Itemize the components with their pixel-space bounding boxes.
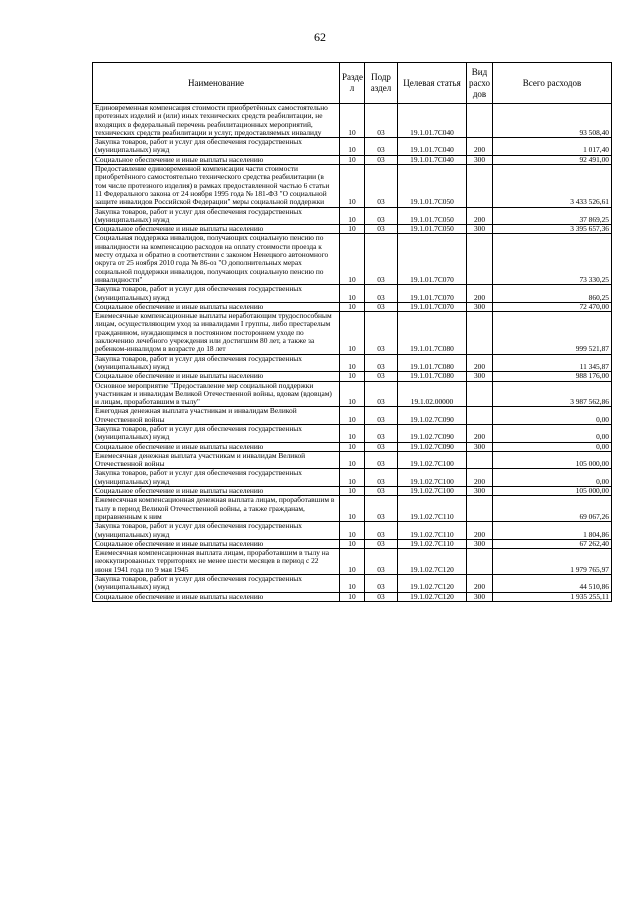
row-total-cell: 72 470,00 — [493, 302, 612, 311]
row-name-cell: Социальное обеспечение и иные выплаты населению — [93, 487, 340, 496]
row-subsection-cell: 03 — [365, 225, 398, 234]
row-total-cell: 1 804,86 — [493, 522, 612, 540]
row-subsection-cell: 03 — [365, 592, 398, 601]
row-subsection-cell: 03 — [365, 207, 398, 225]
row-target-cell: 19.1.02.7С090 — [398, 407, 467, 425]
row-kind-cell: 300 — [467, 539, 493, 548]
row-target-cell: 19.1.01.7С080 — [398, 312, 467, 354]
row-section-cell: 10 — [340, 372, 365, 381]
row-name-cell: Закупка товаров, работ и услуг для обеспечения государственных (муниципальных) нужд — [93, 285, 340, 303]
row-kind-cell — [467, 407, 493, 425]
row-section-cell: 10 — [340, 539, 365, 548]
table-row — [93, 424, 612, 442]
row-kind-cell: 200 — [467, 424, 493, 442]
row-section-cell: 10 — [340, 302, 365, 311]
row-target-cell: 19.1.02.7С110 — [398, 496, 467, 522]
table-row — [93, 469, 612, 487]
row-name-cell: Социальное обеспечение и иные выплаты населению — [93, 155, 340, 164]
table-row — [93, 234, 612, 285]
row-target-cell: 19.1.02.7С100 — [398, 451, 467, 469]
row-name-cell: Ежемесячная денежная выплата участникам и инвалидам Великой Отечественной войны — [93, 451, 340, 469]
row-kind-cell — [467, 165, 493, 207]
row-total-cell: 67 262,40 — [493, 539, 612, 548]
row-kind-cell: 200 — [467, 138, 493, 156]
row-subsection-cell: 03 — [365, 487, 398, 496]
row-name-cell: Социальное обеспечение и иные выплаты населению — [93, 225, 340, 234]
row-section-cell: 10 — [340, 354, 365, 372]
row-total-cell: 0,00 — [493, 407, 612, 425]
table-row — [93, 285, 612, 303]
row-target-cell: 19.1.02.7С110 — [398, 539, 467, 548]
row-section-cell: 10 — [340, 469, 365, 487]
row-total-cell: 988 176,00 — [493, 372, 612, 381]
row-name-cell: Социальное обеспечение и иные выплаты населению — [93, 302, 340, 311]
row-name-cell: Ежегодная денежная выплата участникам и инвалидам Великой Отечественной войны — [93, 407, 340, 425]
table-row — [93, 225, 612, 234]
row-total-cell: 44 510,86 — [493, 575, 612, 593]
row-total-cell: 92 491,00 — [493, 155, 612, 164]
row-total-cell: 3 987 562,86 — [493, 381, 612, 407]
row-section-cell: 10 — [340, 207, 365, 225]
row-kind-cell — [467, 451, 493, 469]
row-total-cell: 37 869,25 — [493, 207, 612, 225]
page-number: 62 — [314, 30, 326, 44]
row-name-cell: Закупка товаров, работ и услуг для обеспечения государственных (муниципальных) нужд — [93, 575, 340, 593]
row-total-cell: 105 000,00 — [493, 451, 612, 469]
row-kind-cell: 200 — [467, 469, 493, 487]
row-name-cell: Предоставление единовременной компенсации части стоимости приобретённого самостоятельно технического средства реабилитации (в том числе протезного изделия) в рамках предоставленной частью 6 статьи 11 Федерального закона от 24 ноября 1995 года № 181-ФЗ "О социальной защите инвалидов Российской Федерации" меры социальной поддержки — [93, 165, 340, 207]
row-total-cell: 0,00 — [493, 424, 612, 442]
row-section-cell: 10 — [340, 104, 365, 138]
row-name-cell: Социальное обеспечение и иные выплаты населению — [93, 372, 340, 381]
table-row — [93, 372, 612, 381]
table-row — [93, 496, 612, 522]
row-target-cell: 19.1.01.7С040 — [398, 155, 467, 164]
table-row — [93, 549, 612, 575]
row-subsection-cell: 03 — [365, 496, 398, 522]
column-header-section: Разде л — [340, 63, 365, 104]
row-total-cell: 0,00 — [493, 442, 612, 451]
row-target-cell: 19.1.02.7С120 — [398, 575, 467, 593]
row-target-cell: 19.1.01.7С040 — [398, 138, 467, 156]
row-target-cell: 19.1.02.7С090 — [398, 424, 467, 442]
table-row — [93, 442, 612, 451]
row-target-cell: 19.1.01.7С040 — [398, 104, 467, 138]
row-kind-cell — [467, 104, 493, 138]
row-name-cell: Основное мероприятие "Предоставление мер социальной поддержки участникам и инвалидам Великой Отечественной войны, вдовам (вдовцам) и лицам, проработавшим в тылу" — [93, 381, 340, 407]
row-kind-cell — [467, 312, 493, 354]
row-target-cell: 19.1.02.7С090 — [398, 442, 467, 451]
row-target-cell: 19.1.01.7С070 — [398, 302, 467, 311]
table-row — [93, 104, 612, 138]
row-total-cell: 1 935 255,11 — [493, 592, 612, 601]
table-row — [93, 312, 612, 354]
row-name-cell: Единовременная компенсация стоимости приобретённых самостоятельно протезных изделий и (или) иных технических средств реабилитации, не входящих в федеральный перечень реабилитационных мероприятий, технических средств реабилитации и услуг, предоставляемых инвалиду — [93, 104, 340, 138]
row-name-cell: Социальное обеспечение и иные выплаты населению — [93, 539, 340, 548]
row-kind-cell: 300 — [467, 487, 493, 496]
row-name-cell: Закупка товаров, работ и услуг для обеспечения государственных (муниципальных) нужд — [93, 207, 340, 225]
row-target-cell: 19.1.02.7С120 — [398, 592, 467, 601]
row-subsection-cell: 03 — [365, 575, 398, 593]
row-target-cell: 19.1.02.7С120 — [398, 549, 467, 575]
row-total-cell: 3 433 526,61 — [493, 165, 612, 207]
row-section-cell: 10 — [340, 138, 365, 156]
row-total-cell: 0,00 — [493, 469, 612, 487]
table-row — [93, 302, 612, 311]
row-name-cell: Социальная поддержка инвалидов, получающих социальную пенсию по инвалидности на компенсацию расходов на оплату стоимости проезда к месту отдыха и обратно в соответствии с законом Ненецкого автономного округа от 25 ноября 2010 года № 86-оз "О дополнительных мерах социальной поддержки инвалидов, получающих социальную пенсию по инвалидности" — [93, 234, 340, 285]
row-subsection-cell: 03 — [365, 442, 398, 451]
row-kind-cell: 300 — [467, 592, 493, 601]
row-target-cell: 19.1.01.7С050 — [398, 225, 467, 234]
row-subsection-cell: 03 — [365, 302, 398, 311]
row-name-cell: Ежемесячная компенсационная выплата лицам, проработавшим в тылу на неоккупированных территориях не менее шести месяцев в период с 22 июня 1941 года по 9 мая 1945 — [93, 549, 340, 575]
row-total-cell: 3 395 657,36 — [493, 225, 612, 234]
row-target-cell: 19.1.01.7С070 — [398, 234, 467, 285]
row-section-cell: 10 — [340, 575, 365, 593]
row-name-cell: Социальное обеспечение и иные выплаты населению — [93, 592, 340, 601]
table-row — [93, 522, 612, 540]
row-subsection-cell: 03 — [365, 451, 398, 469]
row-section-cell: 10 — [340, 592, 365, 601]
row-subsection-cell: 03 — [365, 354, 398, 372]
row-subsection-cell: 03 — [365, 165, 398, 207]
row-target-cell: 19.1.01.7С050 — [398, 165, 467, 207]
row-subsection-cell: 03 — [365, 407, 398, 425]
row-section-cell: 10 — [340, 225, 365, 234]
row-section-cell: 10 — [340, 451, 365, 469]
column-header-kind: Вид расхо дов — [467, 63, 493, 104]
row-kind-cell — [467, 496, 493, 522]
table-body — [93, 104, 612, 602]
row-section-cell: 10 — [340, 407, 365, 425]
row-target-cell: 19.1.02.7С100 — [398, 487, 467, 496]
table-row — [93, 487, 612, 496]
row-subsection-cell: 03 — [365, 104, 398, 138]
row-target-cell: 19.1.01.7С080 — [398, 354, 467, 372]
budget-table — [92, 62, 612, 602]
row-subsection-cell: 03 — [365, 155, 398, 164]
column-header-subsection: Подр аздел — [365, 63, 398, 104]
row-subsection-cell: 03 — [365, 469, 398, 487]
row-total-cell: 105 000,00 — [493, 487, 612, 496]
row-subsection-cell: 03 — [365, 522, 398, 540]
row-total-cell: 73 330,25 — [493, 234, 612, 285]
row-section-cell: 10 — [340, 285, 365, 303]
row-subsection-cell: 03 — [365, 381, 398, 407]
row-subsection-cell: 03 — [365, 138, 398, 156]
row-subsection-cell: 03 — [365, 424, 398, 442]
row-kind-cell: 300 — [467, 302, 493, 311]
row-name-cell: Закупка товаров, работ и услуг для обеспечения государственных (муниципальных) нужд — [93, 522, 340, 540]
row-name-cell: Ежемесячная компенсационная денежная выплата лицам, проработавшим в тылу в период Великой Отечественной войны, а также гражданам, приравненным к ним — [93, 496, 340, 522]
row-target-cell: 19.1.02.7С100 — [398, 469, 467, 487]
table-row — [93, 138, 612, 156]
row-kind-cell: 200 — [467, 575, 493, 593]
row-total-cell: 1 979 765,97 — [493, 549, 612, 575]
row-section-cell: 10 — [340, 155, 365, 164]
row-name-cell: Социальное обеспечение и иные выплаты населению — [93, 442, 340, 451]
row-subsection-cell: 03 — [365, 372, 398, 381]
row-kind-cell: 300 — [467, 155, 493, 164]
row-name-cell: Закупка товаров, работ и услуг для обеспечения государственных (муниципальных) нужд — [93, 138, 340, 156]
row-total-cell: 11 345,87 — [493, 354, 612, 372]
table-row — [93, 539, 612, 548]
row-kind-cell — [467, 381, 493, 407]
row-kind-cell: 300 — [467, 225, 493, 234]
row-subsection-cell: 03 — [365, 285, 398, 303]
table-row — [93, 165, 612, 207]
row-kind-cell — [467, 549, 493, 575]
row-kind-cell: 200 — [467, 207, 493, 225]
table-row — [93, 354, 612, 372]
row-section-cell: 10 — [340, 165, 365, 207]
column-header-total: Всего расходов — [493, 63, 612, 104]
row-total-cell: 860,25 — [493, 285, 612, 303]
table-row — [93, 451, 612, 469]
row-name-cell: Ежемесячные компенсационные выплаты неработающим трудоспособным лицам, осуществляющим уход за инвалидами I группы, либо престарелым гражданином, нуждающимся в постоянном постороннем уходе по заключению лечебного учреждения или достигшим 80 лет, а также за ребенком-инвалидом в возрасте до 18 лет — [93, 312, 340, 354]
table-row — [93, 207, 612, 225]
row-kind-cell: 300 — [467, 372, 493, 381]
row-section-cell: 10 — [340, 549, 365, 575]
column-header-name: Наименование — [93, 63, 340, 104]
row-total-cell: 93 508,40 — [493, 104, 612, 138]
table-row — [93, 155, 612, 164]
table-row — [93, 592, 612, 601]
table-row — [93, 407, 612, 425]
row-name-cell: Закупка товаров, работ и услуг для обеспечения государственных (муниципальных) нужд — [93, 469, 340, 487]
table-header-row — [93, 63, 612, 104]
table-row — [93, 381, 612, 407]
row-section-cell: 10 — [340, 424, 365, 442]
column-header-target: Целевая статья — [398, 63, 467, 104]
row-section-cell: 10 — [340, 381, 365, 407]
row-total-cell: 1 017,40 — [493, 138, 612, 156]
row-total-cell: 69 067,26 — [493, 496, 612, 522]
row-section-cell: 10 — [340, 522, 365, 540]
row-section-cell: 10 — [340, 442, 365, 451]
row-target-cell: 19.1.01.7С070 — [398, 285, 467, 303]
row-target-cell: 19.1.02.7С110 — [398, 522, 467, 540]
row-subsection-cell: 03 — [365, 312, 398, 354]
row-section-cell: 10 — [340, 312, 365, 354]
row-kind-cell — [467, 234, 493, 285]
row-target-cell: 19.1.01.7С080 — [398, 372, 467, 381]
row-target-cell: 19.1.01.7С050 — [398, 207, 467, 225]
row-target-cell: 19.1.02.00000 — [398, 381, 467, 407]
row-kind-cell: 200 — [467, 354, 493, 372]
row-section-cell: 10 — [340, 234, 365, 285]
row-subsection-cell: 03 — [365, 234, 398, 285]
row-total-cell: 999 521,87 — [493, 312, 612, 354]
row-name-cell: Закупка товаров, работ и услуг для обеспечения государственных (муниципальных) нужд — [93, 424, 340, 442]
row-kind-cell: 200 — [467, 522, 493, 540]
row-section-cell: 10 — [340, 496, 365, 522]
row-section-cell: 10 — [340, 487, 365, 496]
row-kind-cell: 300 — [467, 442, 493, 451]
row-subsection-cell: 03 — [365, 549, 398, 575]
row-name-cell: Закупка товаров, работ и услуг для обеспечения государственных (муниципальных) нужд — [93, 354, 340, 372]
table-row — [93, 575, 612, 593]
row-subsection-cell: 03 — [365, 539, 398, 548]
row-kind-cell: 200 — [467, 285, 493, 303]
